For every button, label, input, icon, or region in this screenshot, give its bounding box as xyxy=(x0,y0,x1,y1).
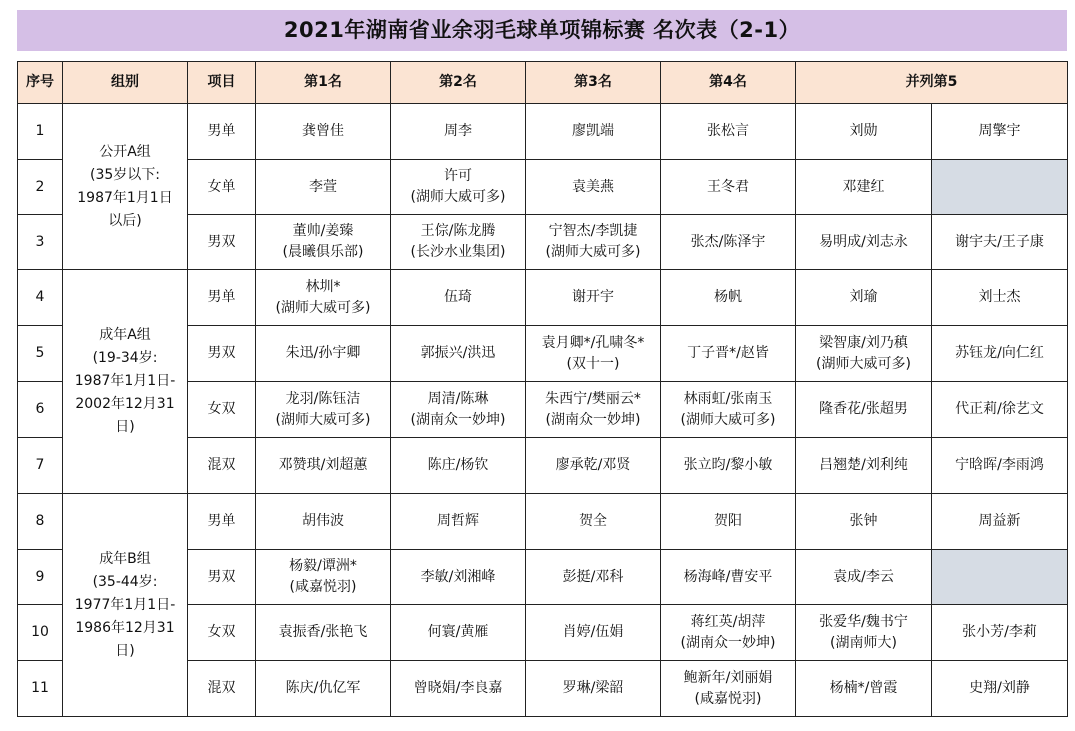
place-3-cell-line: (湖南众一妙坤) xyxy=(545,411,641,428)
table-row xyxy=(18,104,1068,160)
place-5b-cell-line: 宁晗晖/李雨鸿 xyxy=(955,457,1044,473)
place-3-cell-line: 袁美燕 xyxy=(572,178,614,195)
place-3-cell-line: 罗琳/梁韶 xyxy=(562,680,624,696)
place-2-cell xyxy=(391,382,526,438)
place-5a-cell-line: 隆香花/张超男 xyxy=(819,401,908,417)
place-2-cell xyxy=(391,661,526,717)
place-1-cell xyxy=(256,382,391,438)
place-2-cell-line: 何寰/黄雁 xyxy=(427,624,489,640)
place-4-cell xyxy=(661,215,796,270)
place-5a-cell xyxy=(796,270,932,326)
place-4-cell-line: 杨海峰/曹安平 xyxy=(683,568,773,585)
page-title: 2021年湖南省业余羽毛球单项锦标赛 名次表（2-1） xyxy=(17,10,1067,51)
place-5b-cell xyxy=(932,382,1068,438)
place-1-cell-line: 董帅/姜臻 xyxy=(292,223,354,239)
place-5b-cell-line: 谢宇夫/王子康 xyxy=(955,233,1044,250)
place-4-cell-line: 丁子晋*/赵皆 xyxy=(687,345,769,361)
place-3-cell xyxy=(526,494,661,550)
place-4-cell xyxy=(661,326,796,382)
place-1-cell-line: (咸嘉悦羽) xyxy=(289,579,357,595)
place-4-cell xyxy=(661,382,796,438)
place-5a-cell xyxy=(796,438,932,494)
event-cell: 女单 xyxy=(188,160,256,215)
place-1-cell-line: 杨毅/谭洲* xyxy=(289,558,357,574)
place-1-cell-line: 朱迅/孙宇卿 xyxy=(285,345,361,361)
place-5a-cell-line: 张爱华/魏书宁 xyxy=(819,613,908,630)
place-1-cell-line: 陈庆/仇亿军 xyxy=(285,680,361,696)
place-1-cell-line: 邓赞琪/刘超蕙 xyxy=(278,457,368,473)
place-1-cell xyxy=(256,494,391,550)
place-2-cell xyxy=(391,270,526,326)
place-5a-cell xyxy=(796,382,932,438)
place-5b-cell xyxy=(932,494,1068,550)
place-2-cell-line: 周哲辉 xyxy=(437,513,479,529)
place-1-cell xyxy=(256,215,391,270)
place-2-cell xyxy=(391,326,526,382)
place-5b-cell xyxy=(932,550,1068,605)
place-5a-cell-line: 易明成/刘志永 xyxy=(819,233,908,250)
place-3-cell xyxy=(526,382,661,438)
place-3-cell-line: 谢开宇 xyxy=(572,289,614,305)
place-3-cell xyxy=(526,215,661,270)
place-4-cell-line: (湖南众一妙坤) xyxy=(680,634,776,651)
place-4-cell xyxy=(661,270,796,326)
row-number: 4 xyxy=(18,270,63,326)
place-5a-cell-line: 袁成/李云 xyxy=(833,568,894,585)
header-place-5: 并列第5 xyxy=(796,62,1068,104)
group-line: 2002年12月31 xyxy=(75,396,175,412)
place-3-cell xyxy=(526,326,661,382)
header-place-3: 第3名 xyxy=(526,62,661,104)
place-4-cell-line: 张松言 xyxy=(707,123,749,139)
place-3-cell xyxy=(526,104,661,160)
place-1-cell-line: 袁振香/张艳飞 xyxy=(278,624,368,640)
place-2-cell-line: 周清/陈琳 xyxy=(427,390,489,407)
place-1-cell-line: 林圳* xyxy=(305,278,341,295)
place-1-cell-line: 李萱 xyxy=(309,178,337,195)
place-1-cell xyxy=(256,438,391,494)
place-4-cell-line: 张立昀/黎小敏 xyxy=(683,457,773,473)
group-cell xyxy=(63,104,188,270)
place-1-cell xyxy=(256,104,391,160)
place-5b-cell-line: 周益新 xyxy=(978,513,1021,529)
group-line: 以后) xyxy=(108,212,142,229)
place-5a-cell xyxy=(796,605,932,661)
place-3-cell-line: 宁智杰/李凯捷 xyxy=(548,223,638,239)
place-4-cell-line: 杨帆 xyxy=(714,289,742,305)
place-5b-cell xyxy=(932,438,1068,494)
place-5b-cell xyxy=(932,605,1068,661)
place-5a-cell xyxy=(796,104,932,160)
row-number: 6 xyxy=(18,382,63,438)
group-line: 成年B组 xyxy=(99,550,151,567)
place-4-cell xyxy=(661,494,796,550)
event-cell: 男单 xyxy=(188,104,256,160)
place-5a-cell-line: 梁智康/刘乃稹 xyxy=(819,334,908,351)
place-1-cell-line: (湖师大威可多) xyxy=(275,411,371,428)
place-3-cell xyxy=(526,605,661,661)
place-3-cell-line: (双十一) xyxy=(566,355,620,372)
header-event: 项目 xyxy=(188,62,256,104)
event-cell: 混双 xyxy=(188,438,256,494)
place-4-cell xyxy=(661,104,796,160)
place-1-cell xyxy=(256,270,391,326)
place-3-cell-line: 肖婷/伍娟 xyxy=(562,624,624,640)
row-number: 9 xyxy=(18,550,63,605)
place-1-cell xyxy=(256,605,391,661)
place-2-cell xyxy=(391,215,526,270)
group-line: 成年A组 xyxy=(99,327,151,343)
place-5b-cell-line: 刘士杰 xyxy=(978,289,1021,305)
place-3-cell xyxy=(526,661,661,717)
place-4-cell-line: 蒋红英/胡萍 xyxy=(690,613,766,630)
place-5a-cell-line: 刘瑜 xyxy=(849,289,878,305)
place-4-cell xyxy=(661,605,796,661)
group-line: 1987年1月1日- xyxy=(74,373,176,389)
place-4-cell-line: 林雨虹/张南玉 xyxy=(683,390,773,407)
place-4-cell-line: 贺阳 xyxy=(714,513,742,529)
group-line: (19-34岁: xyxy=(92,350,158,366)
place-4-cell-line: 鲍新年/刘丽娟 xyxy=(683,669,773,686)
place-4-cell xyxy=(661,661,796,717)
place-3-cell-line: 朱西宁/樊丽云* xyxy=(545,390,641,407)
place-2-cell-line: 伍琦 xyxy=(444,289,472,305)
place-5a-cell-line: (湖师大威可多) xyxy=(816,355,911,372)
place-5a-cell xyxy=(796,494,932,550)
place-4-cell-line: (湖师大威可多) xyxy=(680,411,776,428)
place-3-cell-line: 彭挺/邓科 xyxy=(562,568,624,585)
group-line: 1987年1月1日 xyxy=(77,189,173,206)
event-cell: 女双 xyxy=(188,382,256,438)
row-number: 11 xyxy=(18,661,63,717)
place-5a-cell-line: 刘勋 xyxy=(849,123,878,139)
place-2-cell-line: 郭振兴/洪迅 xyxy=(420,345,496,361)
place-2-cell-line: 王倧/陈龙腾 xyxy=(420,223,496,239)
header-place-2: 第2名 xyxy=(391,62,526,104)
event-cell: 女双 xyxy=(188,605,256,661)
place-5a-cell-line: (湖南师大) xyxy=(830,634,897,651)
group-cell xyxy=(63,270,188,494)
place-3-cell-line: 贺全 xyxy=(579,513,607,529)
group-line: (35岁以下: xyxy=(90,166,160,183)
group-line: 公开A组 xyxy=(99,143,151,160)
place-2-cell-line: (湖师大威可多) xyxy=(410,189,506,205)
table-row xyxy=(18,270,1068,326)
place-2-cell-line: 周李 xyxy=(444,123,472,139)
place-2-cell xyxy=(391,160,526,215)
place-5b-cell xyxy=(932,104,1068,160)
row-number: 10 xyxy=(18,605,63,661)
event-cell: 男单 xyxy=(188,494,256,550)
row-number: 5 xyxy=(18,326,63,382)
place-5a-cell-line: 吕翘楚/刘利纯 xyxy=(819,457,908,473)
place-3-cell-line: 袁月卿*/孔啸冬* xyxy=(541,334,645,351)
group-cell xyxy=(63,494,188,717)
place-2-cell-line: (湖南众一妙坤) xyxy=(410,411,506,428)
place-2-cell-line: 陈庄/杨钦 xyxy=(427,457,489,473)
header-place-4: 第4名 xyxy=(661,62,796,104)
place-2-cell-line: 李敏/刘湘峰 xyxy=(420,568,496,585)
place-5b-cell-line: 周擎宇 xyxy=(978,123,1021,139)
header-place-1: 第1名 xyxy=(256,62,391,104)
place-1-cell-line: (晨曦俱乐部) xyxy=(282,244,364,260)
header-row xyxy=(18,62,1068,104)
place-5b-cell xyxy=(932,270,1068,326)
event-cell: 男双 xyxy=(188,326,256,382)
event-cell: 男双 xyxy=(188,215,256,270)
event-cell: 男双 xyxy=(188,550,256,605)
place-4-cell xyxy=(661,550,796,605)
place-5b-cell-line: 代正莉/徐艺文 xyxy=(955,401,1044,417)
header-no: 序号 xyxy=(18,62,63,104)
place-5a-cell-line: 张钟 xyxy=(849,513,878,529)
event-cell: 混双 xyxy=(188,661,256,717)
place-3-cell-line: 廖承乾/邓贤 xyxy=(555,457,631,473)
place-1-cell-line: (湖师大威可多) xyxy=(275,299,371,316)
event-cell: 男单 xyxy=(188,270,256,326)
place-3-cell-line: 廖凯端 xyxy=(572,123,614,139)
place-1-cell xyxy=(256,661,391,717)
place-1-cell xyxy=(256,326,391,382)
place-4-cell-line: 张杰/陈泽宇 xyxy=(690,233,766,250)
place-5b-cell xyxy=(932,215,1068,270)
place-5b-cell xyxy=(932,326,1068,382)
place-5a-cell xyxy=(796,550,932,605)
place-4-cell xyxy=(661,438,796,494)
place-2-cell xyxy=(391,494,526,550)
place-5a-cell-line: 邓建红 xyxy=(842,178,885,195)
place-3-cell xyxy=(526,438,661,494)
place-3-cell xyxy=(526,160,661,215)
place-5a-cell-line: 杨楠*/曾霞 xyxy=(829,680,898,696)
group-line: 1986年12月31 xyxy=(75,619,175,636)
place-1-cell xyxy=(256,550,391,605)
group-line: 1977年1月1日- xyxy=(74,596,176,613)
table-row xyxy=(18,494,1068,550)
place-2-cell xyxy=(391,104,526,160)
row-number: 2 xyxy=(18,160,63,215)
row-number: 7 xyxy=(18,438,63,494)
place-5b-cell xyxy=(932,160,1068,215)
place-5a-cell xyxy=(796,160,932,215)
place-4-cell-line: 王冬君 xyxy=(707,178,749,195)
place-5b-cell-line: 苏钰龙/向仁红 xyxy=(955,345,1044,361)
place-1-cell xyxy=(256,160,391,215)
place-1-cell-line: 龚曾佳 xyxy=(302,123,344,139)
ranking-table xyxy=(17,61,1068,717)
place-2-cell-line: (长沙水业集团) xyxy=(410,244,506,260)
header-group: 组别 xyxy=(63,62,188,104)
place-3-cell xyxy=(526,550,661,605)
place-3-cell xyxy=(526,270,661,326)
row-number: 8 xyxy=(18,494,63,550)
place-1-cell-line: 龙羽/陈钰洁 xyxy=(285,390,361,407)
place-3-cell-line: (湖师大威可多) xyxy=(545,244,641,260)
place-4-cell xyxy=(661,160,796,215)
place-2-cell-line: 许可 xyxy=(444,168,472,184)
group-line: (35-44岁: xyxy=(92,573,158,590)
group-line: 日) xyxy=(115,419,135,435)
place-5a-cell xyxy=(796,215,932,270)
row-number: 3 xyxy=(18,215,63,270)
group-line: 日) xyxy=(115,642,135,659)
place-2-cell-line: 曾晓娟/李良嘉 xyxy=(413,680,503,696)
place-5b-cell xyxy=(932,661,1068,717)
row-number: 1 xyxy=(18,104,63,160)
place-2-cell xyxy=(391,605,526,661)
place-5a-cell xyxy=(796,661,932,717)
place-1-cell-line: 胡伟波 xyxy=(302,513,344,529)
place-5b-cell-line: 史翔/刘静 xyxy=(969,680,1030,696)
place-4-cell-line: (咸嘉悦羽) xyxy=(694,690,762,707)
place-2-cell xyxy=(391,550,526,605)
place-2-cell xyxy=(391,438,526,494)
place-5a-cell xyxy=(796,326,932,382)
place-5b-cell-line: 张小芳/李莉 xyxy=(962,624,1037,640)
